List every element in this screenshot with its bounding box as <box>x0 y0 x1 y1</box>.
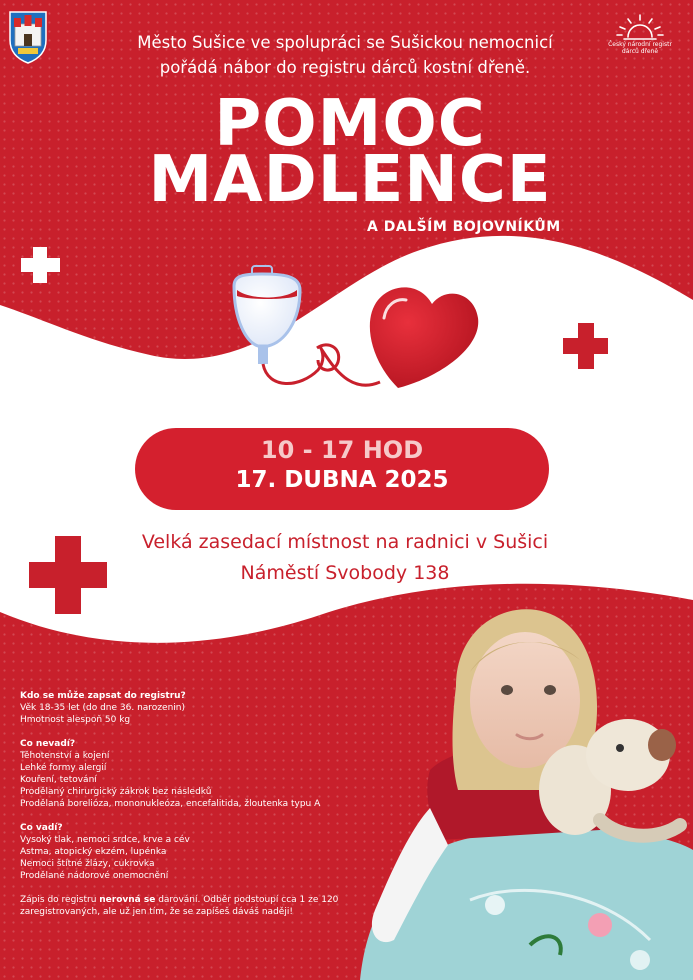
heart-icon <box>370 287 478 388</box>
who-heading: Kdo se může zapsat do registru? <box>20 691 186 701</box>
list-item: Kouření, tetování <box>20 775 97 785</box>
title-line-2: MADLENCE <box>148 143 552 217</box>
footer-text: darování. Odběr podstoupí cca 1 ze 120 zaregistrovaných, ale už jen tím, že se zapíšeš dáváš naději! <box>20 895 339 917</box>
blood-bag-icon <box>234 266 300 364</box>
list-item: Lehké formy alergií <box>20 763 107 773</box>
registry-logo-text <box>600 41 680 55</box>
title-line-1: POMOC <box>214 87 486 161</box>
intro-line: Město Sušice ve spolupráci se Sušickou nemocnicí <box>137 33 553 52</box>
susice-coat-of-arms-icon <box>10 12 46 63</box>
list-item: Prodělaný chirurgický zákrok bez následků <box>20 787 212 797</box>
logo-text-line: dárců dřeně <box>621 48 659 55</box>
logo-text-line: Český národní registr <box>608 41 672 48</box>
list-item: Těhotenství a kojení <box>20 751 110 761</box>
list-item: Prodělané nádorové onemocnění <box>20 871 169 881</box>
footer-text: Zápis do registru <box>20 895 100 905</box>
event-date: 17. DUBNA 2025 <box>235 467 449 493</box>
footer-emphasis: nerovná se <box>99 895 156 905</box>
list-item: Nemoci štítné žlázy, cukrovka <box>20 859 155 869</box>
intro-text <box>95 30 595 80</box>
list-item: Astma, atopický ekzém, lupénka <box>20 847 167 857</box>
list-item: Prodělaná borelióza, mononukleóza, encefalitida, žloutenka typu A <box>20 799 321 809</box>
venue-name: Velká zasedací místnost na radnici v Sušici <box>141 531 549 553</box>
eligibility-info <box>20 690 365 918</box>
bad-heading: Co vadí? <box>20 823 63 833</box>
list-item: Hmotnost alespoň 50 kg <box>20 715 131 725</box>
list-item: Vysoký tlak, nemoci srdce, krve a cév <box>20 835 190 845</box>
ok-heading: Co nevadí? <box>20 739 76 749</box>
plus-cross-icon <box>563 323 608 369</box>
venue-address: Náměstí Svobody 138 <box>240 562 450 584</box>
footer-note <box>20 894 365 918</box>
intro-line: pořádá nábor do registru dárců kostní dřeně. <box>159 58 531 77</box>
list-item: Věk 18-35 let (do dne 36. narozenin) <box>20 703 185 713</box>
event-time: 10 - 17 HOD <box>260 436 424 464</box>
subtitle: A DALŠÍM BOJOVNÍKŮM <box>367 219 561 235</box>
